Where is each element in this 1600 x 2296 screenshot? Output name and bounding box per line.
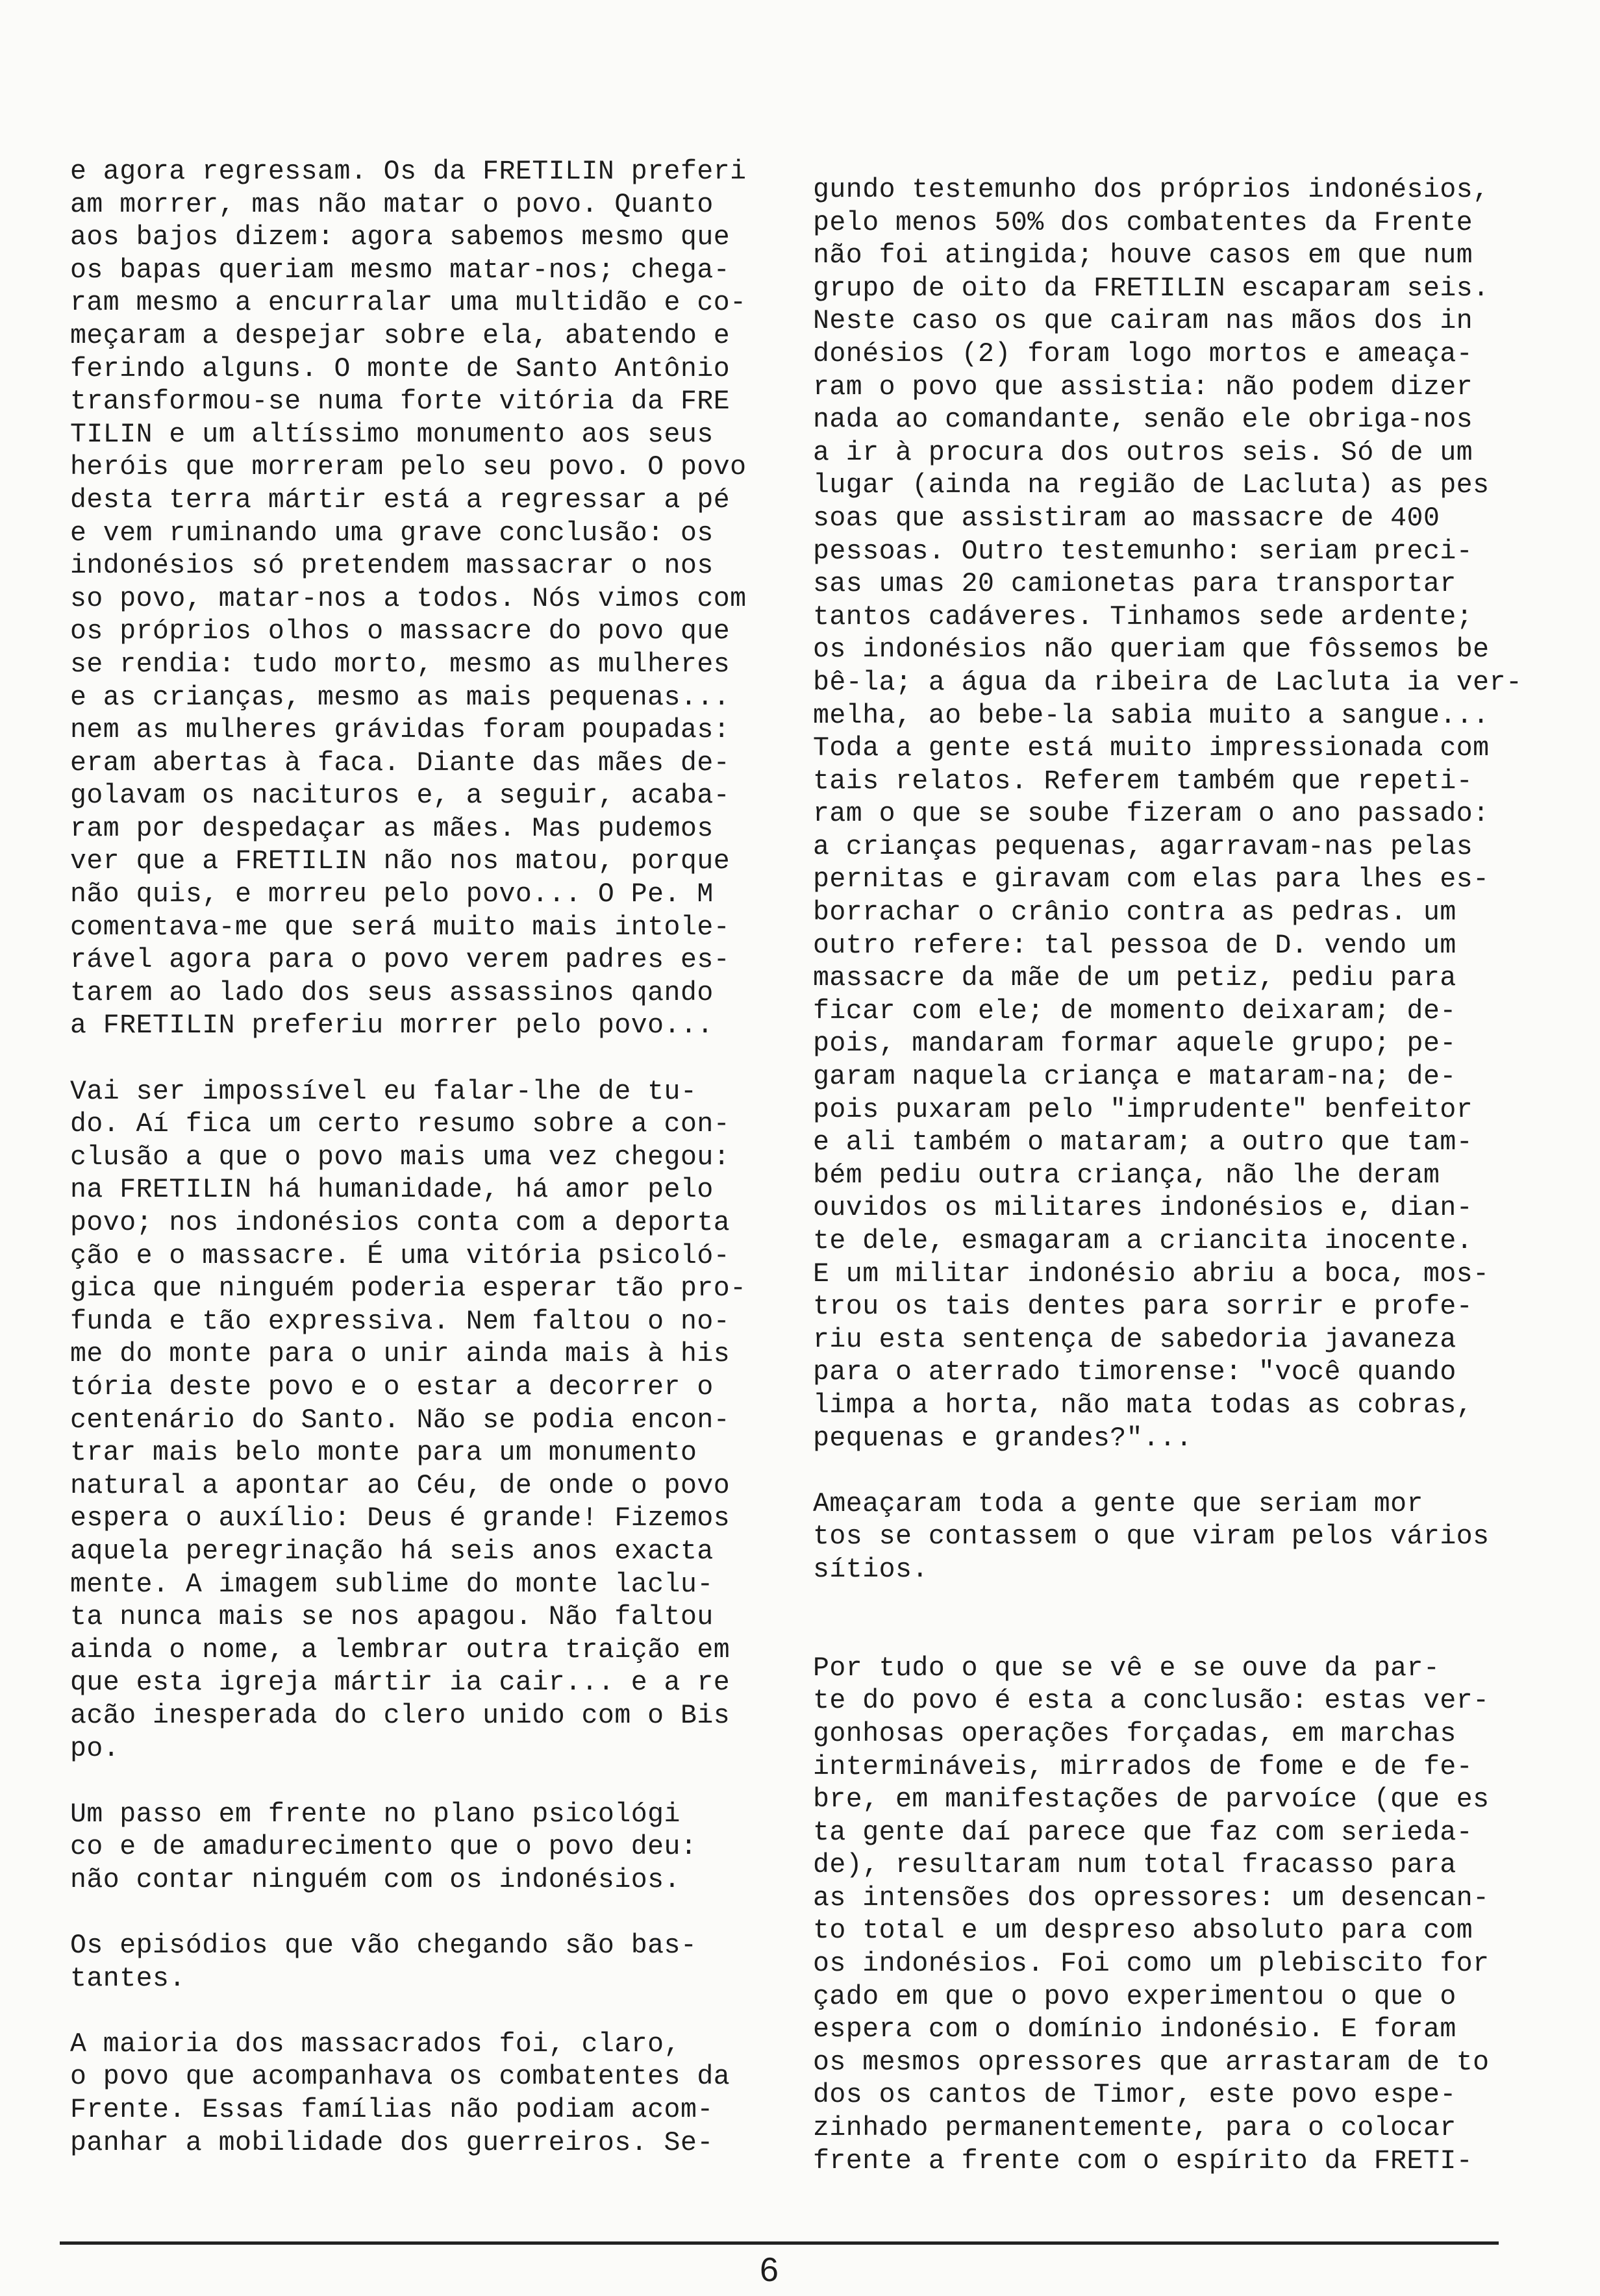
- text-line: meçaram a despejar sobre ela, abatendo e: [70, 320, 731, 351]
- text-line: me do monte para o unir ainda mais à his: [70, 1339, 731, 1370]
- text-line: Frente. Essas famílias não podiam acom-: [70, 2095, 714, 2126]
- text-line: ficar com ele; de momento deixaram; de-: [813, 995, 1456, 1027]
- text-line: limpa a horta, não mata todas as cobras,: [813, 1390, 1473, 1421]
- text-line: intermináveis, mirrados de fome e de fe-: [813, 1751, 1473, 1782]
- text-line: os mesmos opressores que arrastaram de to: [813, 2047, 1490, 2078]
- text-line: povo; nos indonésios conta com a deporta: [70, 1208, 731, 1238]
- text-line: po.: [70, 1733, 120, 1764]
- text-line: o povo que acompanhava os combatentes da: [70, 2062, 731, 2093]
- text-line: dos os cantos de Timor, este povo espe-: [813, 2080, 1456, 2111]
- text-line: comentava-me que será muito mais intole-: [70, 912, 731, 943]
- text-line: sas umas 20 camionetas para transportar: [813, 569, 1456, 600]
- text-line: as intensões dos opressores: um desencan-: [813, 1882, 1490, 1914]
- text-line: ram o povo que assistia: não podem dizer: [813, 371, 1473, 403]
- text-line: não quis, e morreu pelo povo... O Pe. M: [70, 879, 714, 910]
- text-line: Ameaçaram toda a gente que seriam mor: [813, 1488, 1423, 1519]
- right-column: [813, 174, 1534, 2178]
- text-line: ver que a FRETILIN não nos matou, porque: [70, 846, 731, 877]
- text-line: golavam os nacituros e, a seguir, acaba-: [70, 780, 731, 812]
- text-line: te do povo é esta a conclusão: estas ver-: [813, 1686, 1490, 1717]
- text-line: nem as mulheres grávidas foram poupadas:: [70, 715, 731, 746]
- text-line: Um passo em frente no plano psicológi: [70, 1799, 681, 1830]
- text-line: desta terra mártir está a regressar a pé: [70, 484, 731, 516]
- text-line: transformou-se numa forte vitória da FRE: [70, 386, 731, 418]
- text-line: ainda o nome, a lembrar outra traição em: [70, 1634, 731, 1666]
- text-line: clusão a que o povo mais uma vez chegou:: [70, 1142, 731, 1173]
- text-line: so povo, matar-nos a todos. Nós vimos com: [70, 583, 747, 614]
- text-line: soas que assistiram ao massacre de 400: [813, 503, 1440, 534]
- text-line: e agora regressam. Os da FRETILIN preferi: [70, 156, 747, 187]
- text-line: Vai ser impossível eu falar-lhe de tu-: [70, 1076, 697, 1107]
- text-line: os indonésios. Foi como um plebiscito for: [813, 1949, 1490, 1980]
- text-line: sítios.: [813, 1554, 929, 1585]
- text-line: do. Aí fica um certo resumo sobre a con-: [70, 1109, 731, 1140]
- text-line: não contar ninguém com os indonésios.: [70, 1864, 681, 1895]
- text-line: se rendia: tudo morto, mesmo as mulheres: [70, 649, 731, 680]
- text-line: to total e um despreso absoluto para com: [813, 1915, 1473, 1947]
- text-line: aquela peregrinação há seis anos exacta: [70, 1536, 714, 1567]
- text-line: pernitas e giravam com elas para lhes es-: [813, 864, 1490, 895]
- text-line: [813, 1619, 1534, 1653]
- page-number: 6: [760, 2251, 779, 2289]
- text-line: espera com o domínio indonésio. E foram: [813, 2014, 1456, 2045]
- text-line: zinhado permanentemente, para o colocar: [813, 2113, 1456, 2144]
- text-line: natural a apontar ao Céu, de onde o povo: [70, 1470, 731, 1501]
- text-line: ram o que se soube fizeram o ano passado:: [813, 799, 1490, 830]
- text-line: [70, 1766, 771, 1799]
- text-line: çado em que o povo experimentou o que o: [813, 1981, 1456, 2012]
- text-line: pessoas. Outro testemunho: seriam preci-: [813, 536, 1473, 567]
- text-line: tantos cadáveres. Tinhamos sede ardente;: [813, 601, 1473, 632]
- text-line: Neste caso os que cairam nas mãos dos in: [813, 306, 1473, 337]
- text-line: am morrer, mas não matar o povo. Quanto: [70, 189, 714, 220]
- text-line: pelo menos 50% dos combatentes da Frente: [813, 207, 1473, 238]
- text-line: tos se contassem o que viram pelos vários: [813, 1521, 1490, 1553]
- text-line: ferindo alguns. O monte de Santo Antônio: [70, 353, 731, 384]
- text-line: [70, 1043, 771, 1076]
- text-line: ção e o massacre. É uma vitória psicoló-: [70, 1240, 731, 1271]
- text-line: acão inesperada do clero unido com o Bis: [70, 1700, 731, 1731]
- text-line: bre, em manifestações de parvoíce (que es: [813, 1784, 1490, 1816]
- text-line: não foi atingida; houve casos em que num: [813, 240, 1473, 271]
- text-line: e ali também o mataram; a outro que tam-: [813, 1127, 1473, 1158]
- text-line: riu esta sentença de sabedoria javaneza: [813, 1324, 1456, 1355]
- text-line: ram mesmo a encurralar uma multidão e co-: [70, 288, 747, 319]
- text-line: a FRETILIN preferiu morrer pelo povo...: [70, 1010, 714, 1042]
- text-line: para o aterrado timorense: "você quando: [813, 1357, 1456, 1388]
- text-line: gundo testemunho dos próprios indonésios,: [813, 175, 1490, 205]
- text-line: frente a frente com o espírito da FRETI-: [813, 2145, 1473, 2177]
- text-line: [70, 1897, 771, 1930]
- text-line: nada ao comandante, senão ele obriga-nos: [813, 405, 1473, 436]
- text-line: Os episódios que vão chegando são bas-: [70, 1930, 697, 1962]
- text-line: tantes.: [70, 1963, 186, 1994]
- text-line: rável agora para o povo verem padres es-: [70, 945, 731, 976]
- text-line: eram abertas à faca. Diante das mães de-: [70, 747, 731, 779]
- text-line: centenário do Santo. Não se podia encon-: [70, 1404, 731, 1436]
- text-line: A maioria dos massacrados foi, claro,: [70, 2028, 681, 2060]
- text-line: bê-la; a água da ribeira de Lacluta ia ver-: [813, 667, 1523, 698]
- text-line: te dele, esmagaram a criancita inocente.: [813, 1226, 1473, 1256]
- text-line: os indonésios não queriam que fôssemos be: [813, 634, 1490, 666]
- text-line: borrachar o crânio contra as pedras. um: [813, 897, 1456, 929]
- text-line: funda e tão expressiva. Nem faltou o no-: [70, 1306, 731, 1337]
- left-column: [70, 156, 771, 2160]
- text-line: heróis que morreram pelo seu povo. O povo: [70, 452, 747, 483]
- text-line: trou os tais dentes para sorrir e profe-: [813, 1292, 1473, 1323]
- text-line: E um militar indonésio abriu a boca, mos-: [813, 1258, 1490, 1290]
- text-line: e vem ruminando uma grave conclusão: os: [70, 518, 714, 549]
- text-line: que esta igreja mártir ia cair... e a re: [70, 1667, 731, 1699]
- text-line: a ir à procura dos outros seis. Só de um: [813, 437, 1473, 468]
- text-line: ouvidos os militares indonésios e, dian-: [813, 1193, 1473, 1224]
- text-line: Toda a gente está muito impressionada com: [813, 733, 1490, 764]
- text-line: co e de amadurecimento que o povo deu:: [70, 1832, 697, 1863]
- text-line: os próprios olhos o massacre do povo que: [70, 616, 731, 647]
- footer-rule: [60, 2241, 1499, 2245]
- text-line: aos bajos dizem: agora sabemos mesmo que: [70, 222, 731, 253]
- text-line: [70, 1995, 771, 2028]
- text-line: outro refere: tal pessoa de D. vendo um: [813, 930, 1456, 961]
- text-line: melha, ao bebe-la sabia muito a sangue...: [813, 700, 1490, 731]
- text-line: panhar a mobilidade dos guerreiros. Se-: [70, 2127, 714, 2158]
- text-line: garam naquela criança e mataram-na; de-: [813, 1062, 1456, 1093]
- text-line: [813, 1455, 1534, 1488]
- text-line: pequenas e grandes?"...: [813, 1423, 1193, 1454]
- text-line: gica que ninguém poderia esperar tão pro-: [70, 1273, 747, 1304]
- text-line: Por tudo o que se vê e se ouve da par-: [813, 1653, 1440, 1684]
- text-line: os bapas queriam mesmo matar-nos; chega-: [70, 255, 731, 286]
- text-line: lugar (ainda na região de Lacluta) as pes: [813, 470, 1490, 501]
- text-line: tória deste povo e o estar a decorrer o: [70, 1371, 714, 1403]
- text-line: ram por despedaçar as mães. Mas pudemos: [70, 813, 714, 844]
- text-line: ta nunca mais se nos apagou. Não faltou: [70, 1602, 714, 1633]
- text-line: trar mais belo monte para um monumento: [70, 1438, 697, 1469]
- text-line: pois, mandaram formar aquele grupo; pe-: [813, 1029, 1456, 1060]
- text-line: donésios (2) foram logo mortos e ameaça-: [813, 338, 1473, 369]
- text-line: e as crianças, mesmo as mais pequenas...: [70, 682, 731, 713]
- text-line: pois puxaram pelo "imprudente" benfeitor: [813, 1094, 1473, 1125]
- text-line: grupo de oito da FRETILIN escaparam seis.: [813, 273, 1490, 304]
- text-line: indonésios só pretendem massacrar o nos: [70, 551, 714, 582]
- text-line: mente. A imagem sublime do monte laclu-: [70, 1569, 714, 1600]
- text-line: [813, 1587, 1534, 1620]
- text-line: tais relatos. Referem também que repeti-: [813, 766, 1473, 797]
- text-line: gonhosas operações forçadas, em marchas: [813, 1718, 1456, 1749]
- text-line: massacre da mãe de um petiz, pediu para: [813, 963, 1456, 994]
- text-line: de), resultaram num total fracasso para: [813, 1850, 1456, 1881]
- text-line: na FRETILIN há humanidade, há amor pelo: [70, 1175, 714, 1206]
- text-line: ta gente daí parece que faz com serieda-: [813, 1817, 1473, 1848]
- text-line: tarem ao lado dos seus assassinos qando: [70, 977, 714, 1008]
- text-line: a crianças pequenas, agarravam-nas pelas: [813, 831, 1473, 862]
- text-line: bém pediu outra criança, não lhe deram: [813, 1160, 1440, 1191]
- text-line: TILIN e um altíssimo monumento aos seus: [70, 419, 714, 450]
- text-line: espera o auxílio: Deus é grande! Fizemos: [70, 1503, 731, 1534]
